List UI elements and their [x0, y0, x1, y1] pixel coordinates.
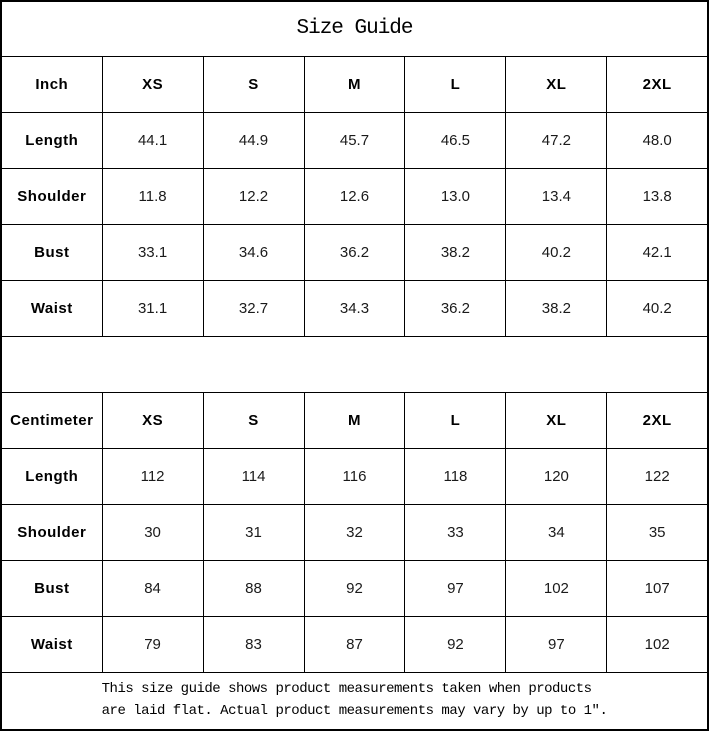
table-row: [1, 448, 708, 504]
size-cell: 40.2: [607, 280, 708, 336]
footnote-row: [1, 672, 708, 730]
size-cell: 38.2: [405, 224, 506, 280]
footnote-line1: This size guide shows product measurements taken when products: [101, 681, 592, 698]
size-cell: 102: [607, 616, 708, 672]
size-cell: 13.8: [607, 168, 708, 224]
footnote: [1, 672, 708, 730]
size-cell: 33: [405, 504, 506, 560]
size-cell: 12.2: [203, 168, 304, 224]
row-header-waist: Waist: [1, 616, 102, 672]
spacer-cell: [1, 336, 708, 392]
size-cell: 31.1: [102, 280, 203, 336]
size-cell: 45.7: [304, 112, 405, 168]
inch-header-row: [1, 56, 708, 112]
size-cell: 46.5: [405, 112, 506, 168]
size-cell: 32.7: [203, 280, 304, 336]
unit-header-centimeter: Centimeter: [1, 392, 102, 448]
size-cell: 31: [203, 504, 304, 560]
size-cell: 102: [506, 560, 607, 616]
size-cell: 97: [506, 616, 607, 672]
col-header-xs: XS: [102, 56, 203, 112]
size-cell: 13.0: [405, 168, 506, 224]
size-cell: 42.1: [607, 224, 708, 280]
size-cell: 92: [405, 616, 506, 672]
table-row: [1, 224, 708, 280]
size-cell: 120: [506, 448, 607, 504]
table-row: [1, 616, 708, 672]
size-cell: 92: [304, 560, 405, 616]
size-cell: 12.6: [304, 168, 405, 224]
col-header-xs: XS: [102, 392, 203, 448]
size-cell: 97: [405, 560, 506, 616]
size-cell: 79: [102, 616, 203, 672]
row-header-bust: Bust: [1, 224, 102, 280]
row-header-length: Length: [1, 112, 102, 168]
row-header-shoulder: Shoulder: [1, 168, 102, 224]
col-header-m: M: [304, 392, 405, 448]
size-cell: 32: [304, 504, 405, 560]
table-row: [1, 560, 708, 616]
centimeter-header-row: [1, 392, 708, 448]
size-cell: 40.2: [506, 224, 607, 280]
col-header-2xl: 2XL: [607, 56, 708, 112]
size-cell: 48.0: [607, 112, 708, 168]
col-header-l: L: [405, 56, 506, 112]
row-header-length: Length: [1, 448, 102, 504]
size-cell: 118: [405, 448, 506, 504]
footnote-line2: are laid flat. Actual product measurements may vary by up to 1″.: [101, 702, 608, 719]
size-cell: 88: [203, 560, 304, 616]
col-header-xl: XL: [506, 392, 607, 448]
size-cell: 34.3: [304, 280, 405, 336]
size-cell: 34.6: [203, 224, 304, 280]
row-header-waist: Waist: [1, 280, 102, 336]
size-cell: 13.4: [506, 168, 607, 224]
col-header-m: M: [304, 56, 405, 112]
table-row: [1, 280, 708, 336]
col-header-s: S: [203, 56, 304, 112]
size-cell: 44.1: [102, 112, 203, 168]
col-header-l: L: [405, 392, 506, 448]
size-cell: 35: [607, 504, 708, 560]
size-cell: 34: [506, 504, 607, 560]
table-row: [1, 168, 708, 224]
size-cell: 84: [102, 560, 203, 616]
footnote-text: [102, 679, 608, 722]
size-cell: 112: [102, 448, 203, 504]
title-row: [1, 1, 708, 56]
size-cell: 36.2: [405, 280, 506, 336]
size-cell: 83: [203, 616, 304, 672]
size-cell: 36.2: [304, 224, 405, 280]
spacer-row: [1, 336, 708, 392]
unit-header-inch: Inch: [1, 56, 102, 112]
size-cell: 33.1: [102, 224, 203, 280]
row-header-shoulder: Shoulder: [1, 504, 102, 560]
size-cell: 11.8: [102, 168, 203, 224]
size-cell: 114: [203, 448, 304, 504]
row-header-bust: Bust: [1, 560, 102, 616]
table-row: [1, 504, 708, 560]
size-cell: 122: [607, 448, 708, 504]
size-cell: 30: [102, 504, 203, 560]
table-row: [1, 112, 708, 168]
size-cell: 47.2: [506, 112, 607, 168]
col-header-2xl: 2XL: [607, 392, 708, 448]
size-cell: 116: [304, 448, 405, 504]
size-cell: 44.9: [203, 112, 304, 168]
page-title: Size Guide: [1, 1, 708, 56]
size-cell: 107: [607, 560, 708, 616]
size-cell: 87: [304, 616, 405, 672]
size-cell: 38.2: [506, 280, 607, 336]
col-header-xl: XL: [506, 56, 607, 112]
col-header-s: S: [203, 392, 304, 448]
